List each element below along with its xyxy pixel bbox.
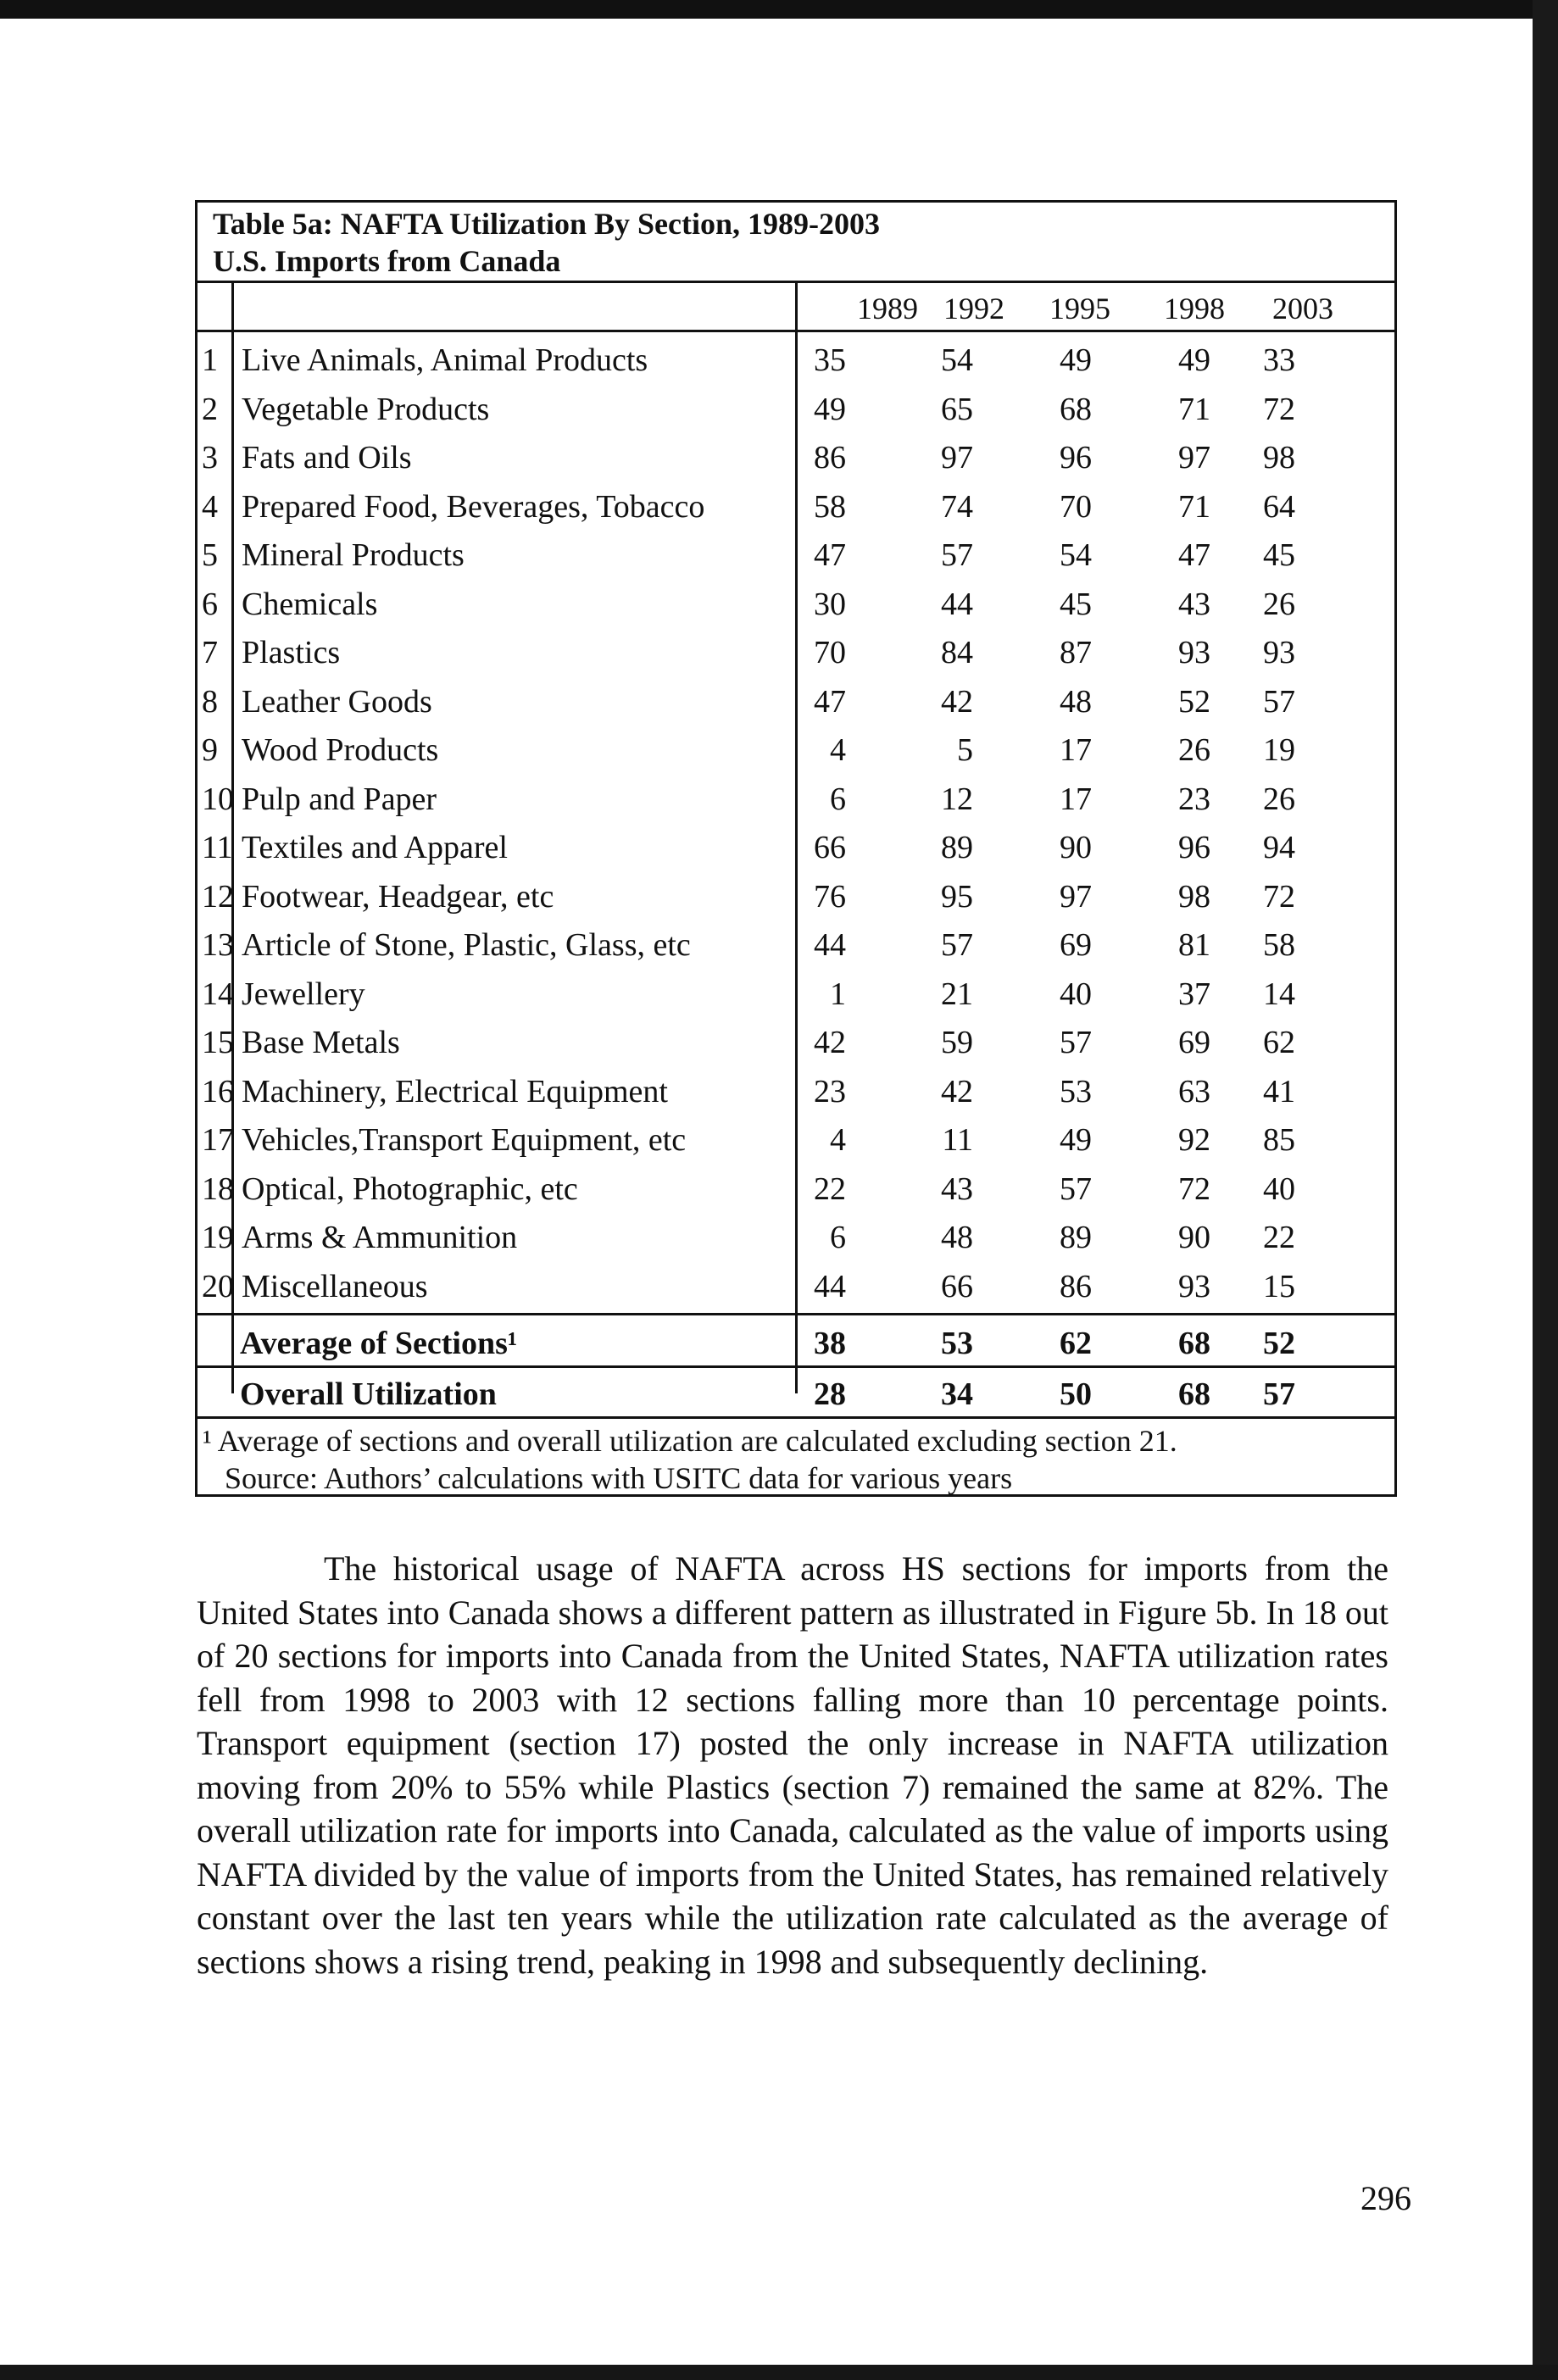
utilization-value: 44 [814, 1268, 846, 1304]
table-row [198, 1165, 1394, 1215]
utilization-value: 53 [1060, 1073, 1092, 1109]
utilization-value: 98 [1178, 878, 1210, 915]
utilization-value: 43 [1178, 586, 1210, 622]
average-label: Average of Sections¹ [240, 1326, 518, 1361]
utilization-value: 90 [1178, 1220, 1210, 1255]
utilization-value: 54 [941, 342, 973, 378]
utilization-value: 5 [957, 732, 973, 768]
utilization-value: 84 [941, 635, 973, 670]
utilization-value: 49 [814, 391, 846, 427]
section-number: 3 [202, 440, 218, 475]
utilization-value: 57 [1060, 1171, 1092, 1207]
year-header: 1998 [1164, 292, 1225, 325]
overall-value: 57 [1263, 1376, 1295, 1412]
utilization-value: 49 [1060, 1122, 1092, 1158]
year-header: 1989 [857, 292, 918, 325]
overall-rule [198, 1416, 1394, 1419]
utilization-value: 22 [814, 1171, 846, 1207]
utilization-value: 63 [1178, 1073, 1210, 1109]
utilization-value: 33 [1263, 342, 1295, 378]
utilization-value: 42 [941, 1073, 973, 1109]
section-name: Footwear, Headgear, etc [242, 878, 554, 915]
table-row [198, 581, 1394, 630]
average-value: 53 [941, 1326, 973, 1361]
section-name: Leather Goods [242, 683, 432, 720]
section-number: 11 [202, 830, 233, 865]
table-row [198, 434, 1394, 483]
utilization-value: 21 [941, 976, 973, 1012]
utilization-value: 48 [941, 1220, 973, 1255]
utilization-value: 58 [1263, 927, 1295, 963]
section-name: Live Animals, Animal Products [242, 342, 648, 378]
utilization-value: 69 [1060, 927, 1092, 963]
utilization-value: 58 [814, 488, 846, 525]
utilization-value: 57 [1263, 683, 1295, 720]
utilization-value: 89 [1060, 1220, 1092, 1255]
utilization-value: 62 [1263, 1025, 1295, 1060]
table-footnote: ¹ Average of sections and overall utilization are calculated excluding section 21. [203, 1424, 1177, 1458]
section-number: 8 [202, 683, 218, 720]
section-number: 7 [202, 635, 218, 670]
overall-value: 34 [941, 1376, 973, 1412]
table-row [198, 531, 1394, 581]
table-row [198, 483, 1394, 532]
table-row [198, 629, 1394, 678]
utilization-value: 23 [1178, 781, 1210, 817]
utilization-value: 71 [1178, 488, 1210, 525]
utilization-value: 86 [814, 440, 846, 475]
utilization-value: 40 [1060, 976, 1092, 1012]
utilization-value: 72 [1178, 1171, 1210, 1207]
section-number: 14 [202, 976, 234, 1012]
table-row [198, 776, 1394, 825]
utilization-value: 4 [830, 1122, 846, 1158]
average-value: 52 [1263, 1326, 1295, 1361]
table-row [198, 1068, 1394, 1117]
utilization-value: 26 [1178, 732, 1210, 768]
utilization-value: 49 [1178, 342, 1210, 378]
year-header: 1995 [1049, 292, 1110, 325]
utilization-value: 52 [1178, 683, 1210, 720]
section-number: 2 [202, 391, 218, 427]
utilization-value: 14 [1263, 976, 1295, 1012]
utilization-value: 57 [941, 537, 973, 573]
table-title: Table 5a: NAFTA Utilization By Section, 1989-2003 [213, 207, 881, 241]
section-name: Vehicles,Transport Equipment, etc [242, 1122, 687, 1158]
section-name: Mineral Products [242, 537, 465, 573]
utilization-value: 94 [1263, 830, 1295, 865]
table-row [198, 921, 1394, 970]
average-value: 38 [814, 1326, 846, 1361]
section-name: Base Metals [242, 1025, 400, 1060]
average-row [198, 1320, 1394, 1369]
section-number: 13 [202, 927, 234, 963]
utilization-value: 95 [941, 878, 973, 915]
utilization-value: 19 [1263, 732, 1295, 768]
header-rule [198, 330, 1394, 332]
body-bottom-rule [198, 1313, 1394, 1315]
section-name: Vegetable Products [242, 391, 490, 427]
body-paragraph-text: The historical usage of NAFTA across HS sections for imports from the United States into Canada shows a different pattern as illustrated in Figure 5b. In 18 out of 20 sections for imports into Canada from the United States, NAFTA utilization rates fell from 1998 to 2003 with 12 sections falling more than 10 percentage points. Transport equipment (section 17) posted the only increase in NAFTA utilization moving from 20% to 55% while Plastics (section 7) remained the same at 82%. The overall utilization rate for imports into Canada, calculated as the value of imports using NAFTA divided by the value of imports from the United States, has remained relatively constant over the last ten years while the utilization rate calculated as the average of sections shows a rising trend, peaking in 1998 and subsequently declining. [197, 1549, 1388, 1981]
utilization-value: 43 [941, 1171, 973, 1207]
utilization-value: 47 [1178, 537, 1210, 573]
utilization-value: 72 [1263, 391, 1295, 427]
utilization-value: 65 [941, 391, 973, 427]
table-row [198, 1263, 1394, 1312]
table-row [198, 873, 1394, 922]
average-rule [198, 1365, 1394, 1368]
table-row [198, 824, 1394, 873]
utilization-value: 90 [1060, 830, 1092, 865]
utilization-value: 76 [814, 878, 846, 915]
section-number: 18 [202, 1171, 234, 1207]
overall-row [198, 1371, 1394, 1420]
utilization-value: 35 [814, 342, 846, 378]
utilization-value: 42 [941, 683, 973, 720]
utilization-value: 96 [1178, 830, 1210, 865]
section-name: Optical, Photographic, etc [242, 1171, 578, 1207]
overall-value: 50 [1060, 1376, 1092, 1412]
utilization-value: 44 [814, 927, 846, 963]
table-header-row [198, 286, 1394, 335]
section-number: 16 [202, 1073, 234, 1109]
section-name: Jewellery [242, 976, 365, 1012]
utilization-value: 66 [814, 830, 846, 865]
section-number: 4 [202, 488, 218, 525]
utilization-value: 69 [1178, 1025, 1210, 1060]
section-number: 19 [202, 1220, 234, 1255]
utilization-value: 97 [1060, 878, 1092, 915]
section-name: Textiles and Apparel [242, 830, 508, 865]
section-name: Arms & Ammunition [242, 1220, 518, 1255]
utilization-value: 41 [1263, 1073, 1295, 1109]
section-name: Fats and Oils [242, 440, 412, 475]
utilization-value: 1 [830, 976, 846, 1012]
utilization-value: 97 [941, 440, 973, 475]
table-row [198, 336, 1394, 386]
utilization-value: 93 [1263, 635, 1295, 670]
table-row [198, 678, 1394, 727]
utilization-value: 97 [1178, 440, 1210, 475]
utilization-value: 74 [941, 488, 973, 525]
section-name: Miscellaneous [242, 1268, 428, 1304]
section-name: Pulp and Paper [242, 781, 437, 817]
table-row [198, 1019, 1394, 1068]
utilization-value: 45 [1060, 586, 1092, 622]
utilization-value: 98 [1263, 440, 1295, 475]
utilization-value: 49 [1060, 342, 1092, 378]
utilization-value: 93 [1178, 1268, 1210, 1304]
section-name: Chemicals [242, 586, 378, 622]
section-name: Prepared Food, Beverages, Tobacco [242, 488, 705, 525]
utilization-value: 4 [830, 732, 846, 768]
year-header: 1992 [943, 292, 1004, 325]
utilization-value: 72 [1263, 878, 1295, 915]
scan-edge-top [0, 0, 1558, 19]
utilization-value: 45 [1263, 537, 1295, 573]
utilization-value: 47 [814, 537, 846, 573]
average-value: 68 [1178, 1326, 1210, 1361]
utilization-value: 12 [941, 781, 973, 817]
overall-label: Overall Utilization [240, 1376, 497, 1412]
table-subtitle: U.S. Imports from Canada [213, 244, 561, 278]
section-name: Machinery, Electrical Equipment [242, 1073, 668, 1109]
table-row [198, 726, 1394, 776]
utilization-value: 42 [814, 1025, 846, 1060]
utilization-value: 85 [1263, 1122, 1295, 1158]
utilization-value: 11 [942, 1122, 973, 1158]
utilization-value: 81 [1178, 927, 1210, 963]
utilization-value: 54 [1060, 537, 1092, 573]
utilization-value: 26 [1263, 586, 1295, 622]
year-header: 2003 [1272, 292, 1333, 325]
section-name: Wood Products [242, 732, 439, 768]
utilization-value: 37 [1178, 976, 1210, 1012]
utilization-value: 68 [1060, 391, 1092, 427]
utilization-value: 86 [1060, 1268, 1092, 1304]
utilization-value: 57 [941, 927, 973, 963]
utilization-value: 17 [1060, 732, 1092, 768]
section-number: 15 [202, 1025, 234, 1060]
scan-edge-bottom [0, 2365, 1558, 2380]
utilization-value: 6 [830, 781, 846, 817]
utilization-value: 23 [814, 1073, 846, 1109]
utilization-value: 64 [1263, 488, 1295, 525]
scan-edge-right [1533, 0, 1558, 2380]
table-row [198, 1116, 1394, 1165]
utilization-value: 70 [1060, 488, 1092, 525]
utilization-value: 47 [814, 683, 846, 720]
section-number: 1 [202, 342, 218, 378]
utilization-value: 44 [941, 586, 973, 622]
section-number: 12 [202, 878, 234, 915]
section-name: Article of Stone, Plastic, Glass, etc [242, 927, 691, 963]
table-row [198, 970, 1394, 1020]
section-number: 10 [202, 781, 234, 817]
utilization-value: 26 [1263, 781, 1295, 817]
utilization-value: 22 [1263, 1220, 1295, 1255]
section-number: 17 [202, 1122, 234, 1158]
nafta-utilization-table [195, 200, 1397, 1497]
utilization-value: 40 [1263, 1171, 1295, 1207]
utilization-value: 70 [814, 635, 846, 670]
utilization-value: 66 [941, 1268, 973, 1304]
utilization-value: 17 [1060, 781, 1092, 817]
section-number: 6 [202, 586, 218, 622]
utilization-value: 15 [1263, 1268, 1295, 1304]
average-value: 62 [1060, 1326, 1092, 1361]
utilization-value: 96 [1060, 440, 1092, 475]
utilization-value: 71 [1178, 391, 1210, 427]
table-row [198, 386, 1394, 435]
utilization-value: 30 [814, 586, 846, 622]
section-number: 20 [202, 1268, 234, 1304]
utilization-value: 87 [1060, 635, 1092, 670]
section-name: Plastics [242, 635, 341, 670]
utilization-value: 6 [830, 1220, 846, 1255]
utilization-value: 92 [1178, 1122, 1210, 1158]
section-number: 5 [202, 537, 218, 573]
utilization-value: 57 [1060, 1025, 1092, 1060]
utilization-value: 48 [1060, 683, 1092, 720]
utilization-value: 59 [941, 1025, 973, 1060]
table-source: Source: Authors’ calculations with USITC data for various years [225, 1461, 1013, 1495]
body-paragraph [197, 1547, 1388, 1983]
section-number: 9 [202, 732, 218, 768]
overall-value: 68 [1178, 1376, 1210, 1412]
table-row [198, 1214, 1394, 1263]
utilization-value: 89 [941, 830, 973, 865]
utilization-value: 93 [1178, 635, 1210, 670]
table-title-area [198, 203, 1394, 283]
overall-value: 28 [814, 1376, 846, 1412]
page-number: 296 [1360, 2179, 1411, 2217]
